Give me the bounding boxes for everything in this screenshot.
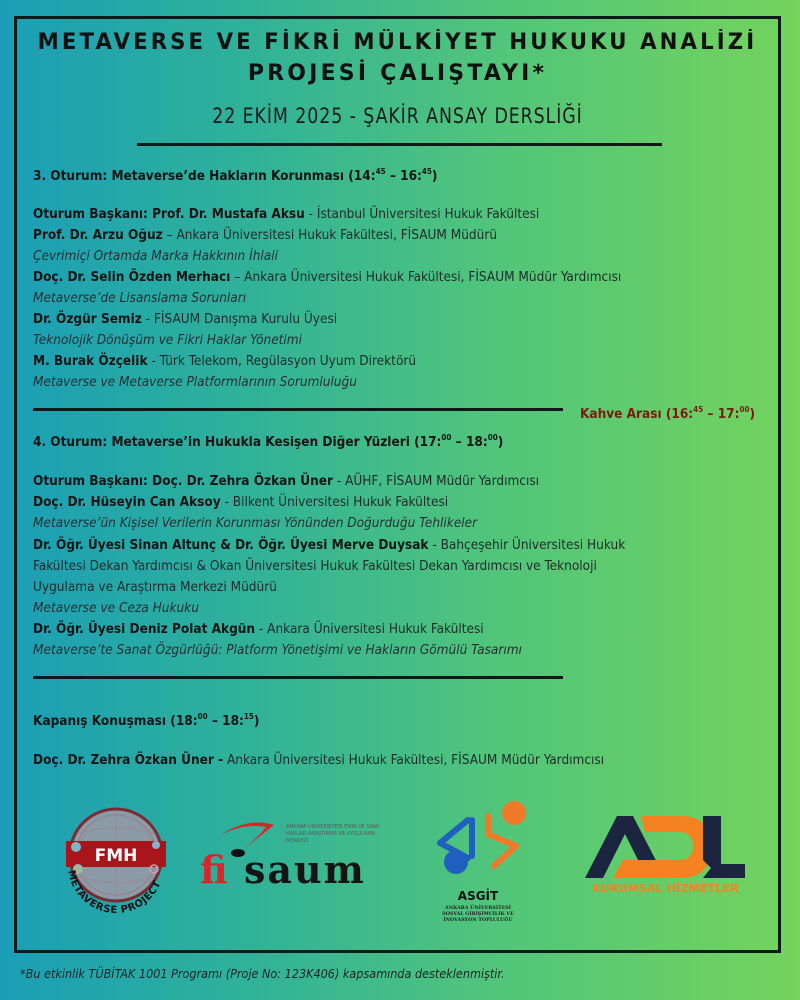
- speaker: [33, 267, 621, 287]
- session4-heading-mid: – 18:: [451, 434, 488, 450]
- event-date-venue: 22 EKİM 2025 - ŞAKİR ANSAY DERSLİĞİ: [212, 104, 583, 128]
- speaker: [33, 619, 484, 639]
- break-label-mid: – 17:: [703, 406, 740, 422]
- fmh-metaverse-project-logo: [48, 803, 183, 923]
- talk-title: Metaverse’de Lisanslama Sorunları: [33, 290, 247, 306]
- time-sup: 45: [693, 405, 704, 414]
- speaker-affiliation-cont: Fakültesi Dekan Yardımcısı & Okan Üniversitesi Hukuk Fakültesi Dekan Yardımcısı ve Teknoloji: [33, 558, 597, 574]
- asgit-logo-text: ASGİT: [457, 889, 499, 903]
- closing-heading-text: Kapanış Konuşması (18:: [33, 713, 198, 729]
- closing-heading-end: ): [253, 713, 260, 729]
- session4-heading-text: 4. Oturum: Metaverse’in Hukukla Kesişen Diğer Yüzleri (17:: [33, 434, 442, 450]
- closing-speaker: [33, 750, 604, 770]
- chair-name: Oturum Başkanı: Doç. Dr. Zehra Özkan Üner: [33, 473, 333, 489]
- break-label-text: Kahve Arası (16:: [580, 406, 694, 422]
- chair-name: Oturum Başkanı: Prof. Dr. Mustafa Aksu: [33, 206, 305, 222]
- session3-heading-text: 3. Oturum: Metaverse’de Hakların Korunması (14:: [33, 168, 376, 184]
- speaker: [33, 535, 625, 555]
- speaker-affiliation: - Türk Telekom, Regülasyon Uyum Direktörü: [147, 353, 417, 369]
- fmh-ring-text: METAVERSE PROJECT: [65, 869, 164, 917]
- asgit-caption-line: ANKARA ÜNİVERSİTESİ: [445, 905, 511, 911]
- event-title-line1: METAVERSE VE FİKRİ MÜLKİYET HUKUKU ANALİZİ: [37, 30, 758, 55]
- session3-chair: [33, 204, 539, 224]
- talk-title: Çevrimiçi Ortamda Marka Hakkının İhlali: [33, 248, 278, 264]
- speaker-name: Doç. Dr. Zehra Özkan Üner -: [33, 752, 224, 768]
- session4-chair: [33, 471, 539, 491]
- coffee-break-label: [580, 400, 755, 424]
- speaker-name: M. Burak Özçelik: [33, 353, 148, 369]
- time-sup: 00: [487, 433, 498, 442]
- time-sup: 45: [421, 167, 432, 176]
- speaker: [33, 225, 497, 245]
- fisaum-fi-text: fi: [200, 847, 228, 890]
- asgit-caption-line: İNOVASYON TOPLULUĞU: [443, 917, 513, 923]
- session3-heading-end: ): [431, 168, 438, 184]
- time-sup: 45: [375, 167, 386, 176]
- footnote: *Bu etkinlik TÜBİTAK 1001 Programı (Proje No: 123K406) kapsamında desteklenmiştir.: [20, 966, 505, 981]
- speaker-affiliation: Ankara Üniversitesi Hukuk Fakültesi, FİSAUM Müdür Yardımcısı: [223, 752, 605, 768]
- speaker-affiliation: - Bilkent Üniversitesi Hukuk Fakültesi: [220, 494, 449, 510]
- asgit-logo: [428, 798, 543, 928]
- break-label-end: ): [749, 406, 756, 422]
- speaker-affiliation: - Bahçeşehir Üniversitesi Hukuk: [428, 537, 626, 553]
- closing-heading: [33, 707, 259, 731]
- session3-heading: [33, 162, 437, 186]
- talk-title: Metaverse’ün Kişisel Verilerin Korunması Yönünden Doğurduğu Tehlikeler: [33, 515, 478, 531]
- talk-title: Metaverse ve Ceza Hukuku: [33, 600, 199, 616]
- fisaum-logo: [198, 815, 398, 890]
- event-title-line2: PROJESİ ÇALIŞTAYI*: [247, 61, 548, 86]
- fmh-logo-text: FMH: [94, 846, 138, 866]
- session4-heading: [33, 428, 503, 452]
- time-sup: 00: [197, 712, 208, 721]
- speaker-name: Prof. Dr. Arzu Oğuz: [33, 227, 163, 243]
- session4-heading-end: ): [497, 434, 504, 450]
- speaker-affiliation-cont: Uygulama ve Araştırma Merkezi Müdürü: [33, 579, 277, 595]
- speaker-name: Doç. Dr. Hüseyin Can Aksoy: [33, 494, 221, 510]
- speaker-affiliation: – Ankara Üniversitesi Hukuk Fakültesi, FİSAUM Müdürü: [162, 227, 498, 243]
- chair-affiliation: - İstanbul Üniversitesi Hukuk Fakültesi: [304, 206, 540, 222]
- speaker-affiliation: – Ankara Üniversitesi Hukuk Fakültesi, FİSAUM Müdür Yardımcısı: [230, 269, 622, 285]
- adl-caption: KURUMSAL HİZMETLER: [592, 882, 739, 895]
- time-sup: 15: [243, 712, 254, 721]
- break-divider: [33, 408, 563, 411]
- closing-heading-mid: – 18:: [207, 713, 244, 729]
- adl-logo-graphic: [583, 810, 748, 880]
- speaker-affiliation: - Ankara Üniversitesi Hukuk Fakültesi: [255, 621, 484, 637]
- adl-kurumsal-logo: [583, 810, 748, 905]
- speaker: [33, 309, 337, 329]
- speaker-affiliation: - FİSAUM Danışma Kurulu Üyesi: [141, 311, 338, 327]
- fisaum-logo-graphic: [198, 815, 398, 890]
- speaker: [33, 492, 448, 512]
- time-sup: 00: [441, 433, 452, 442]
- header-divider: [137, 143, 662, 146]
- speaker-name: Dr. Öğr. Üyesi Sinan Altunç & Dr. Öğr. Üyesi Merve Duysak: [33, 537, 429, 553]
- session3-heading-mid: – 16:: [385, 168, 422, 184]
- fmh-logo-graphic: [48, 803, 183, 923]
- speaker-name: Doç. Dr. Selin Özden Merhacı: [33, 269, 231, 285]
- time-sup: 00: [739, 405, 750, 414]
- speaker-name: Dr. Öğr. Üyesi Deniz Polat Akgün: [33, 621, 256, 637]
- fisaum-saum-text: saum: [244, 847, 366, 890]
- talk-title: Metaverse ve Metaverse Platformlarının Sorumluluğu: [33, 374, 357, 390]
- asgit-caption: [428, 905, 528, 923]
- fisaum-caption: ANKARA ÜNİVERSİTESİ FİKRİ VE SINAİ HAKLAR ARAŞTIRMA VE UYGULAMA MERKEZİ: [286, 824, 380, 844]
- chair-affiliation: - AÜHF, FİSAUM Müdür Yardımcısı: [332, 473, 540, 489]
- talk-title: Teknolojik Dönüşüm ve Fikri Haklar Yönetimi: [33, 332, 303, 348]
- asgit-caption-line: SOSYAL GİRİŞİMCİLİK VE: [442, 911, 514, 917]
- speaker: [33, 351, 416, 371]
- speaker-name: Dr. Özgür Semiz: [33, 311, 142, 327]
- session4-divider: [33, 676, 563, 679]
- talk-title: Metaverse’te Sanat Özgürlüğü: Platform Yönetişimi ve Hakların Gömülü Tasarımı: [33, 642, 522, 658]
